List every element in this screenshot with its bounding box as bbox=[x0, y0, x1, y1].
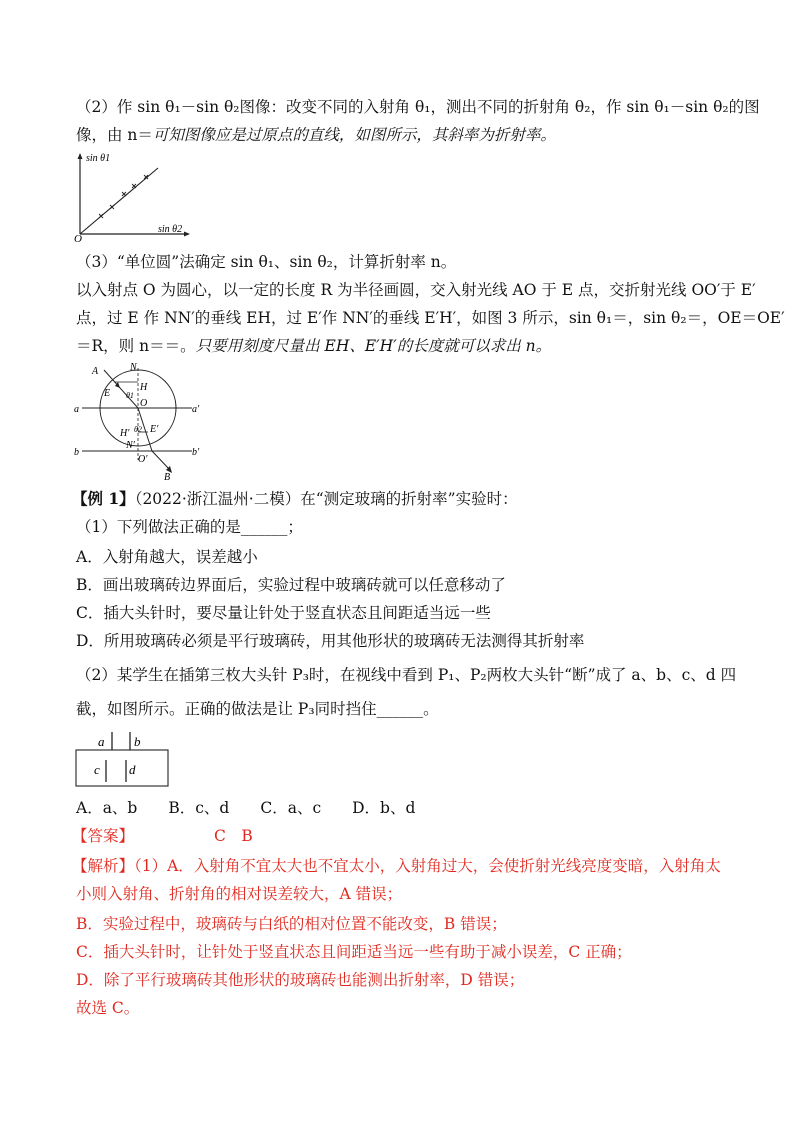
label-H: H bbox=[140, 382, 148, 393]
pin-label-a: a bbox=[98, 734, 105, 749]
paragraph-sin-method-line1: （2）作 sin θ₁－sin θ₂图像：改变不同的入射角 θ₁，测出不同的折射角 θ₂，作 sin θ₁－sin θ₂的图 bbox=[76, 98, 760, 116]
sin-graph-figure bbox=[74, 150, 194, 242]
analysis-line6: 故选 C。 bbox=[76, 999, 140, 1017]
graph-x-label: sin θ2 bbox=[158, 224, 183, 235]
pin-figure bbox=[74, 730, 174, 790]
pin-label-d: d bbox=[129, 762, 136, 777]
paragraph-unit-circle-line4: ＝R，则 n＝＝。只要用刻度尺量出 EH、E′H′的长度就可以求出 n。 bbox=[76, 337, 552, 355]
option-a: A．入射角越大，误差越小 bbox=[76, 548, 258, 566]
label-theta1: θ1 bbox=[126, 391, 134, 400]
paragraph-unit-circle-line3: 点，过 E 作 NN′的垂线 EH，过 E′作 NN′的垂线 E′H′，如图 3 所示，sin θ₁＝，sin θ₂＝，OE＝OE′ bbox=[76, 309, 785, 327]
label-b-prime: b′ bbox=[192, 447, 200, 458]
label-E-prime: E′ bbox=[150, 424, 159, 435]
analysis-line1: 【解析】（1）A．入射角不宜太大也不宜太小，入射角过大，会使折射光线亮度变暗，入射角太 bbox=[72, 857, 721, 875]
option-b: B．画出玻璃砖边界面后，实验过程中玻璃砖就可以任意移动了 bbox=[76, 576, 506, 594]
analysis-line2: 小则入射角、折射角的相对误差较大，A 错误； bbox=[76, 885, 403, 903]
paragraph-sin-method-line2: 像，由 n＝可知图像应是过原点的直线，如图所示，其斜率为折射率。 bbox=[76, 126, 556, 144]
exit-ray-ob bbox=[152, 451, 170, 470]
label-a: a bbox=[74, 404, 79, 415]
graph-y-label: sin θ1 bbox=[86, 153, 111, 164]
analysis-line4: C．插大头针时，让针处于竖直状态且间距适当远一些有助于减小误差，C 正确； bbox=[76, 943, 632, 961]
answer-line: 【答案】 C B bbox=[72, 827, 253, 845]
label-E: E bbox=[104, 388, 111, 399]
analysis-line5: D．除了平行玻璃砖其他形状的玻璃砖也能测出折射率，D 错误； bbox=[76, 971, 525, 989]
pin-label-c: c bbox=[94, 762, 100, 777]
analysis-line3: B．实验过程中，玻璃砖与白纸的相对位置不能改变，B 错误； bbox=[76, 915, 507, 933]
question-1: （1）下列做法正确的是______； bbox=[76, 518, 303, 536]
label-N-prime: N′ bbox=[126, 440, 135, 451]
label-a-prime: a′ bbox=[192, 404, 200, 415]
question-2-line2: 截，如图所示。正确的做法是让 P₃同时挡住______。 bbox=[76, 700, 439, 718]
graph-origin-label: O bbox=[74, 233, 82, 242]
label-H-prime: H′ bbox=[120, 428, 130, 439]
example-heading: 【例 1】（2022·浙江温州·二模）在“测定玻璃的折射率”实验时： bbox=[72, 489, 518, 508]
label-N: N bbox=[130, 362, 137, 373]
question-2-line1: （2）某学生在插第三枚大头针 P₃时，在视线中看到 P₁、P₂两枚大头针“断”成了 a、b、c、d 四 bbox=[76, 666, 737, 684]
glass-block bbox=[76, 750, 168, 786]
label-theta2: θ2 bbox=[134, 425, 142, 434]
label-b: b bbox=[74, 447, 79, 458]
label-O-prime: O′ bbox=[138, 454, 148, 465]
paragraph-unit-circle-line1: （3）“单位圆”法确定 sin θ₁、sin θ₂，计算折射率 n。 bbox=[76, 253, 457, 271]
question-2-choices: A．a、b B．c、d C．a、c D．b、d bbox=[76, 799, 416, 817]
pin-label-b: b bbox=[134, 734, 141, 749]
unit-circle-figure bbox=[74, 362, 204, 482]
label-B: B bbox=[164, 472, 171, 482]
paragraph-unit-circle-line2: 以入射点 O 为圆心，以一定的长度 R 为半径画圆，交入射光线 AO 于 E 点，交折射光线 OO′于 E′ bbox=[76, 281, 756, 299]
label-O: O bbox=[140, 398, 148, 409]
option-c: C．插大头针时，要尽量让针处于竖直状态且间距适当远一些 bbox=[76, 604, 491, 622]
option-d: D．所用玻璃砖必须是平行玻璃砖，用其他形状的玻璃砖无法测得其折射率 bbox=[76, 632, 585, 650]
label-A: A bbox=[92, 366, 99, 377]
